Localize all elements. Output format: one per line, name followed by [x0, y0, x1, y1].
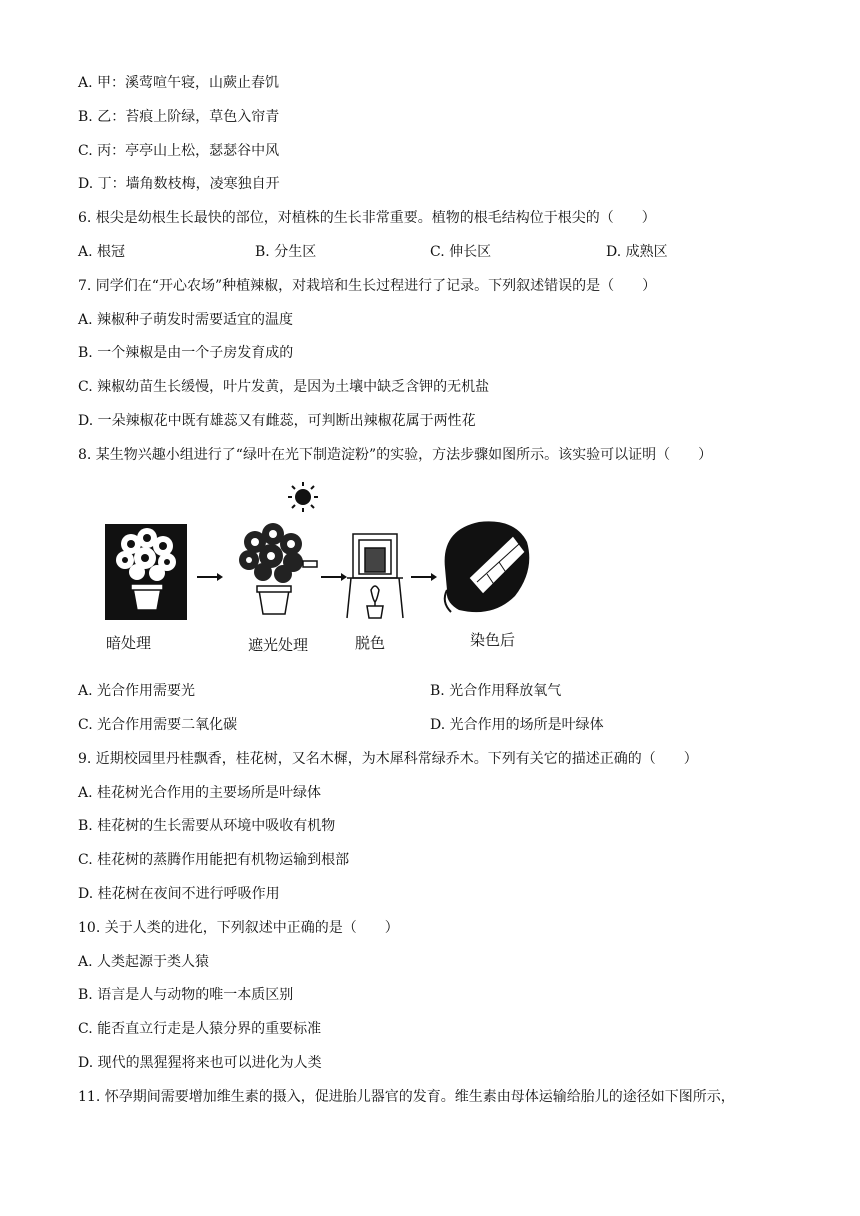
q6-option-a: A. 根冠 — [78, 244, 126, 260]
figure-label-shading: 遮光处理 — [248, 636, 309, 654]
figure-label-decolor: 脱色 — [355, 634, 386, 652]
q10-option-d: D. 现代的黑猩猩将来也可以进化为人类 — [78, 1055, 322, 1071]
q10-option-b: B. 语言是人与动物的唯一本质区别 — [78, 987, 294, 1003]
q9-option-c: C. 桂花树的蒸腾作用能把有机物运输到根部 — [78, 852, 350, 868]
q6-option-c: C. 伸长区 — [430, 244, 492, 260]
sun-icon — [288, 482, 318, 512]
dark-treatment-image — [105, 524, 187, 620]
q6-option-d: D. 成熟区 — [606, 244, 668, 260]
q7-option-c: C. 辣椒幼苗生长缓慢，叶片发黄，是因为土壤中缺乏含钾的无机盐 — [78, 379, 490, 395]
figure-label-stained: 染色后 — [470, 631, 516, 649]
q6-option-b: B. 分生区 — [255, 244, 317, 260]
q8-option-b: B. 光合作用释放氧气 — [430, 683, 562, 699]
q5-option-a: A. 甲：溪莺喧午寝，山蕨止春饥 — [78, 75, 280, 91]
arrow-2 — [321, 573, 347, 581]
q7-option-d: D. 一朵辣椒花中既有雄蕊又有雌蕊，可判断出辣椒花属于两性花 — [78, 413, 476, 429]
q11-stem: 11. 怀孕期间需要增加维生素的摄入，促进胎儿器官的发育。维生素由母体运输给胎儿的途径如下图所示， — [78, 1089, 735, 1105]
q8-option-d: D. 光合作用的场所是叶绿体 — [430, 717, 604, 733]
q7-stem: 7. 同学们在“开心农场”种植辣椒，对栽培和生长过程进行了记录。下列叙述错误的是（ ） — [78, 278, 657, 294]
q9-option-a: A. 桂花树光合作用的主要场所是叶绿体 — [78, 785, 322, 801]
arrow-3 — [411, 573, 437, 581]
q8-option-a: A. 光合作用需要光 — [78, 683, 196, 699]
shading-treatment-image — [239, 523, 317, 614]
q7-option-b: B. 一个辣椒是由一个子房发育成的 — [78, 345, 294, 361]
q7-option-a: A. 辣椒种子萌发时需要适宜的温度 — [78, 312, 294, 328]
q8-option-c: C. 光合作用需要二氧化碳 — [78, 717, 238, 733]
q6-stem: 6. 根尖是幼根生长最快的部位，对植株的生长非常重要。植物的根毛结构位于根尖的（ ） — [78, 210, 656, 226]
q5-option-c: C. 丙：亭亭山上松，瑟瑟谷中风 — [78, 143, 280, 159]
arrow-1 — [197, 573, 223, 581]
q9-stem: 9. 近期校园里丹桂飘香，桂花树，又名木樨，为木犀科常绿乔木。下列有关它的描述正确的（ ） — [78, 751, 698, 767]
decolorization-apparatus-image — [347, 534, 403, 618]
q8-stem: 8. 某生物兴趣小组进行了“绿叶在光下制造淀粉”的实验，方法步骤如图所示。该实验可以证明（ ） — [78, 447, 713, 463]
experiment-figure — [95, 478, 535, 658]
q10-stem: 10. 关于人类的进化，下列叙述中正确的是（ ） — [78, 920, 399, 936]
figure-label-dark: 暗处理 — [106, 634, 152, 652]
q9-option-b: B. 桂花树的生长需要从环境中吸收有机物 — [78, 818, 336, 834]
q9-option-d: D. 桂花树在夜间不进行呼吸作用 — [78, 886, 280, 902]
q5-option-b: B. 乙：苔痕上阶绿，草色入帘青 — [78, 109, 280, 125]
q10-option-c: C. 能否直立行走是人猿分界的重要标准 — [78, 1021, 322, 1037]
q10-option-a: A. 人类起源于类人猿 — [78, 954, 210, 970]
q5-option-d: D. 丁：墙角数枝梅，凌寒独自开 — [78, 176, 280, 192]
stained-leaf-image — [445, 521, 530, 612]
